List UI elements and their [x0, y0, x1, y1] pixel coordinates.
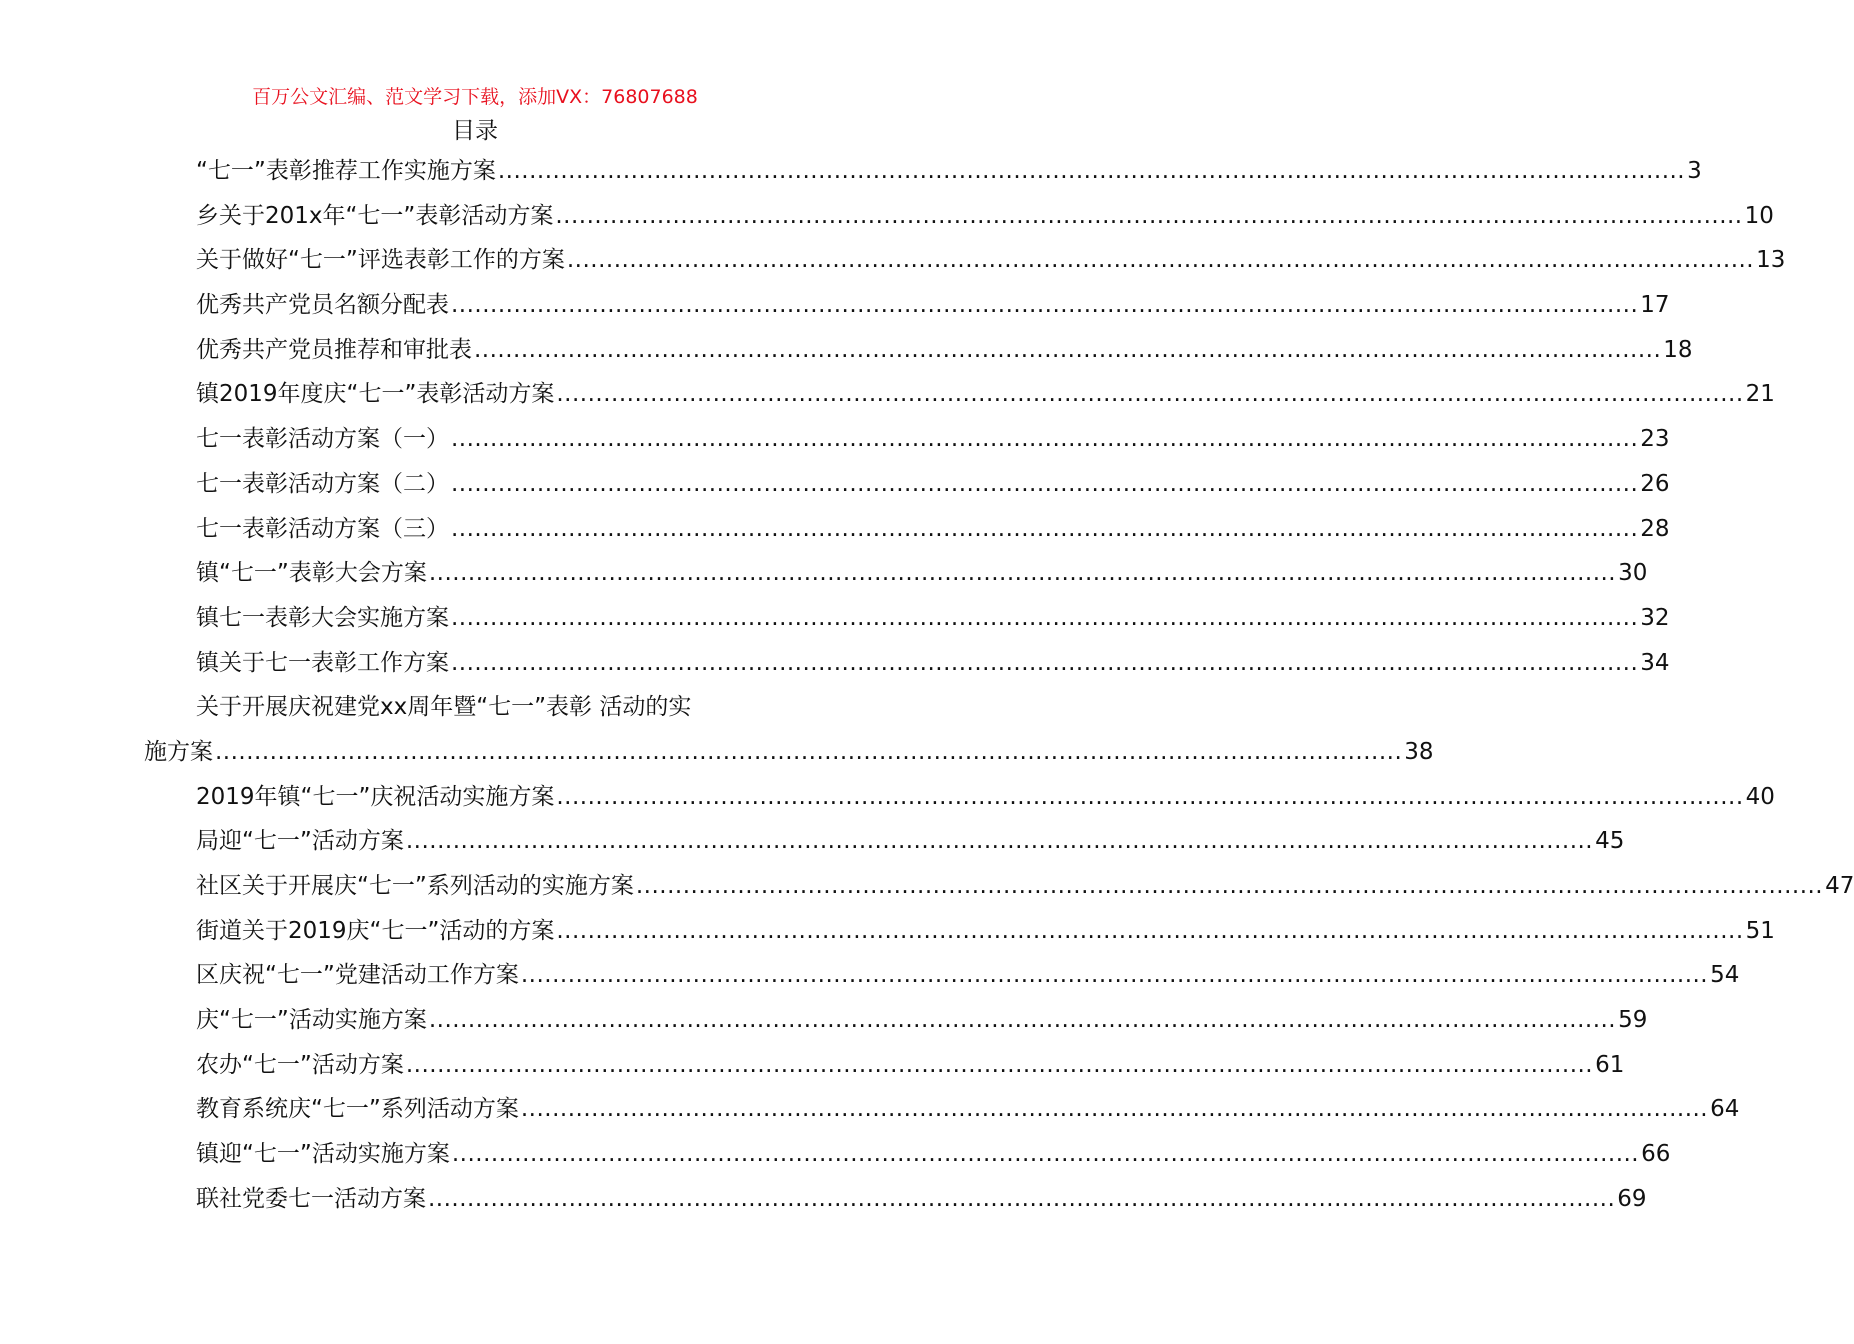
toc-leader-dots: ........................................................................................................................................................ [520, 1096, 1709, 1123]
toc-entry-title: 区庆祝“七一”党建活动工作方案 [196, 962, 519, 989]
toc-entry[interactable] [0, 641, 1670, 686]
toc-entry-title-line2: 施方案 [144, 738, 213, 765]
toc-entry[interactable] [0, 1087, 1740, 1132]
toc-entry-page: 54 [1710, 962, 1740, 989]
toc-leader-dots: ........................................................................................................................................................ [405, 828, 1594, 855]
toc-leader-dots: ........................................................................................................................................................ [520, 962, 1709, 989]
toc-entry-title: 优秀共产党员名额分配表 [196, 292, 449, 319]
toc-entry-page: 26 [1640, 470, 1670, 497]
toc-leader-dots: ........................................................................................................................................................ [635, 873, 1824, 899]
toc-leader-dots: ........................................................................................................................................................ [556, 783, 1744, 810]
toc-entry-title-line1: 关于开展庆祝建党xx周年暨“七一”表彰 活动的实 [196, 694, 692, 721]
toc-entry-page: 64 [1710, 1096, 1740, 1123]
toc-entry-title: 农办“七一”活动方案 [196, 1051, 404, 1078]
toc-leader-dots: ........................................................................................................................................................ [451, 1141, 1640, 1168]
toc-leader-dots: ........................................................................................................................................................ [405, 1051, 1594, 1078]
toc-entry[interactable] [0, 507, 1670, 552]
toc-entry-page: 34 [1640, 649, 1670, 676]
toc-entry-page: 38 [1404, 738, 1434, 765]
toc-entry[interactable] [0, 1132, 1671, 1177]
toc-leader-dots: ........................................................................................................................................................ [556, 917, 1744, 944]
toc-entry[interactable] [0, 998, 1648, 1043]
toc-leader-dots: ........................................................................................................................................................ [451, 515, 1639, 542]
toc-entry-title: 街道关于2019庆“七一”活动的方案 [196, 917, 555, 944]
toc-entry-page: 10 [1744, 202, 1774, 229]
toc-entry-page: 13 [1756, 247, 1786, 274]
toc-entry-title: 镇2019年度庆“七一”表彰活动方案 [196, 381, 555, 408]
toc-entry-page: 40 [1745, 783, 1775, 810]
toc-entry-page: 59 [1618, 1007, 1648, 1034]
toc-leader-dots: ........................................................................................................................................................ [428, 560, 1617, 587]
toc-entry-page: 69 [1617, 1185, 1647, 1212]
toc-entry-title: 乡关于201x年“七一”表彰活动方案 [196, 202, 554, 229]
toc-entry-title: 镇“七一”表彰大会方案 [196, 560, 427, 587]
toc-leader-dots: ........................................................................................................................................................ [497, 158, 1686, 184]
toc-entry[interactable] [0, 328, 1693, 373]
toc-entry-title: 优秀共产党员推荐和审批表 [196, 336, 472, 363]
toc-leader-dots: ........................................................................................................................................................ [566, 247, 1755, 274]
toc-leader-dots: ........................................................................................................................................................ [428, 1007, 1617, 1034]
toc-entry-title: 联社党委七一活动方案 [196, 1185, 426, 1212]
toc-entry-page: 21 [1745, 381, 1775, 408]
toc-entry-page: 17 [1640, 292, 1670, 319]
toc-entry-page: 28 [1640, 515, 1670, 542]
toc-entry-title: 镇七一表彰大会实施方案 [196, 604, 449, 631]
toc-entry-title: “七一”表彰推荐工作实施方案 [196, 158, 496, 184]
toc-entry-page: 32 [1640, 604, 1670, 631]
toc-entry-title: 镇关于七一表彰工作方案 [196, 649, 449, 676]
toc-entry[interactable] [0, 596, 1670, 641]
toc-entry-page: 61 [1595, 1051, 1625, 1078]
toc-entry-page: 18 [1663, 336, 1693, 363]
promo-banner: 百万公文汇编、范文学习下载，添加VX：76807688 [252, 86, 698, 108]
toc-entry-page: 66 [1641, 1141, 1671, 1168]
toc-entry[interactable] [0, 775, 1775, 820]
toc-entry-title: 庆“七一”活动实施方案 [196, 1007, 427, 1034]
toc-entry[interactable] [0, 238, 1786, 283]
toc-entry-page: 51 [1745, 917, 1775, 944]
toc-entry-page: 47 [1825, 873, 1854, 899]
toc-leader-dots: ........................................................................................................................................................ [451, 604, 1639, 631]
toc-entry-title: 关于做好“七一”评选表彰工作的方案 [196, 247, 565, 274]
toc-leader-dots: ........................................................................................................................................................ [556, 381, 1744, 408]
toc-leader-dots: ........................................................................................................................................................ [474, 336, 1662, 363]
toc-leader-dots: ........................................................................................................................................................ [451, 470, 1639, 497]
toc-entry[interactable] [0, 953, 1740, 998]
toc-entry-title: 七一表彰活动方案（三） [196, 515, 449, 542]
toc-entry-page: 45 [1595, 828, 1625, 855]
toc-entry[interactable] [0, 372, 1775, 417]
toc-entry[interactable] [0, 462, 1670, 507]
toc-entry[interactable] [0, 1043, 1625, 1088]
toc-entry[interactable] [0, 283, 1670, 328]
toc-entry-wrapped-line1[interactable] [0, 685, 950, 730]
toc-entry-title: 2019年镇“七一”庆祝活动实施方案 [196, 783, 555, 810]
toc-entry-wrapped-line2[interactable] [0, 730, 1434, 775]
toc-entry-title: 镇迎“七一”活动实施方案 [196, 1141, 450, 1168]
toc-entry[interactable] [0, 1177, 1647, 1222]
toc-entry-title: 七一表彰活动方案（二） [196, 470, 449, 497]
toc-entry-title: 七一表彰活动方案（一） [196, 426, 449, 453]
toc-entry-title: 教育系统庆“七一”系列活动方案 [196, 1096, 519, 1123]
toc-leader-dots: ........................................................................................................................................................ [428, 1185, 1616, 1212]
toc-entry[interactable] [0, 149, 1702, 194]
toc-entry-title: 局迎“七一”活动方案 [196, 828, 404, 855]
toc-leader-dots: ........................................................................................................................................................ [451, 426, 1639, 453]
toc-leader-dots: ........................................................................................................................................................ [451, 292, 1639, 319]
toc-leader-dots: ........................................................................................................................................................ [451, 649, 1639, 676]
toc-title: 目录 [452, 118, 498, 144]
toc-entry[interactable] [0, 864, 1854, 909]
toc-leader-dots: ........................................................................................................................................................ [215, 738, 1403, 765]
toc-entry-page: 3 [1687, 158, 1702, 184]
toc-entry[interactable] [0, 551, 1648, 596]
toc-entry-title: 社区关于开展庆“七一”系列活动的实施方案 [196, 873, 634, 899]
toc-entry[interactable] [0, 194, 1774, 239]
toc-entry[interactable] [0, 909, 1775, 954]
toc-entry-page: 23 [1640, 426, 1670, 453]
toc-leader-dots: ........................................................................................................................................................ [555, 202, 1743, 229]
toc-entry[interactable] [0, 417, 1670, 462]
toc-entry-page: 30 [1618, 560, 1648, 587]
toc-entry[interactable] [0, 819, 1625, 864]
table-of-contents [0, 149, 1854, 1222]
